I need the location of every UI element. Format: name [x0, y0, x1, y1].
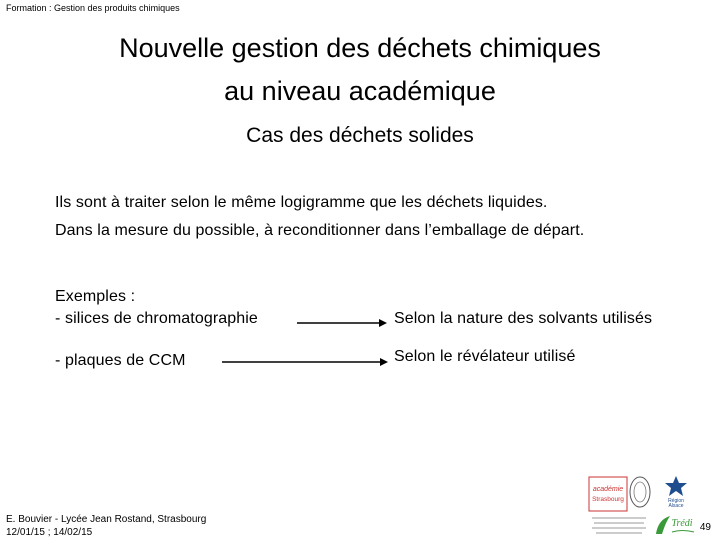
tredi-logo — [652, 512, 696, 538]
region-alsace-logo — [662, 474, 690, 508]
paragraph-line-2: Dans la mesure du possible, à reconditionner dans l’emballage de départ. — [55, 222, 585, 239]
arrow-icon — [297, 316, 387, 330]
slide-title-line-2: au niveau académique — [224, 76, 496, 106]
svg-text:Strasbourg: Strasbourg — [592, 496, 624, 503]
slide-header: Formation : Gestion des produits chimiques — [6, 3, 180, 13]
svg-text:Trédi: Trédi — [671, 518, 693, 529]
arrow-icon — [222, 355, 388, 369]
ministry-emblem — [628, 474, 652, 510]
slide-title-line-1: Nouvelle gestion des déchets chimiques — [119, 33, 601, 63]
slide-subtitle: Cas des déchets solides — [246, 124, 474, 147]
example-label-ccm: - plaques de CCM — [55, 352, 186, 369]
footer-dates: 12/01/15 ; 14/02/15 — [6, 527, 93, 538]
examples-heading: Exemples : — [55, 288, 136, 305]
paragraph-line-1: Ils sont à traiter selon le même logigramme que les déchets liquides. — [55, 194, 548, 211]
svg-text:Alsace: Alsace — [668, 503, 684, 508]
page-number: 49 — [699, 522, 711, 533]
example-label-silices: - silices de chromatographie — [55, 310, 258, 327]
ministry-text-logo — [588, 514, 650, 536]
svg-text:académie: académie — [592, 486, 624, 493]
svg-text:Région: Région — [668, 498, 684, 504]
footer-author: E. Bouvier - Lycée Jean Rostand, Strasbourg — [6, 514, 207, 525]
academie-logo — [588, 476, 628, 512]
example-result-ccm: Selon le révélateur utilisé — [394, 348, 576, 365]
example-result-silices: Selon la nature des solvants utilisés — [394, 310, 653, 327]
